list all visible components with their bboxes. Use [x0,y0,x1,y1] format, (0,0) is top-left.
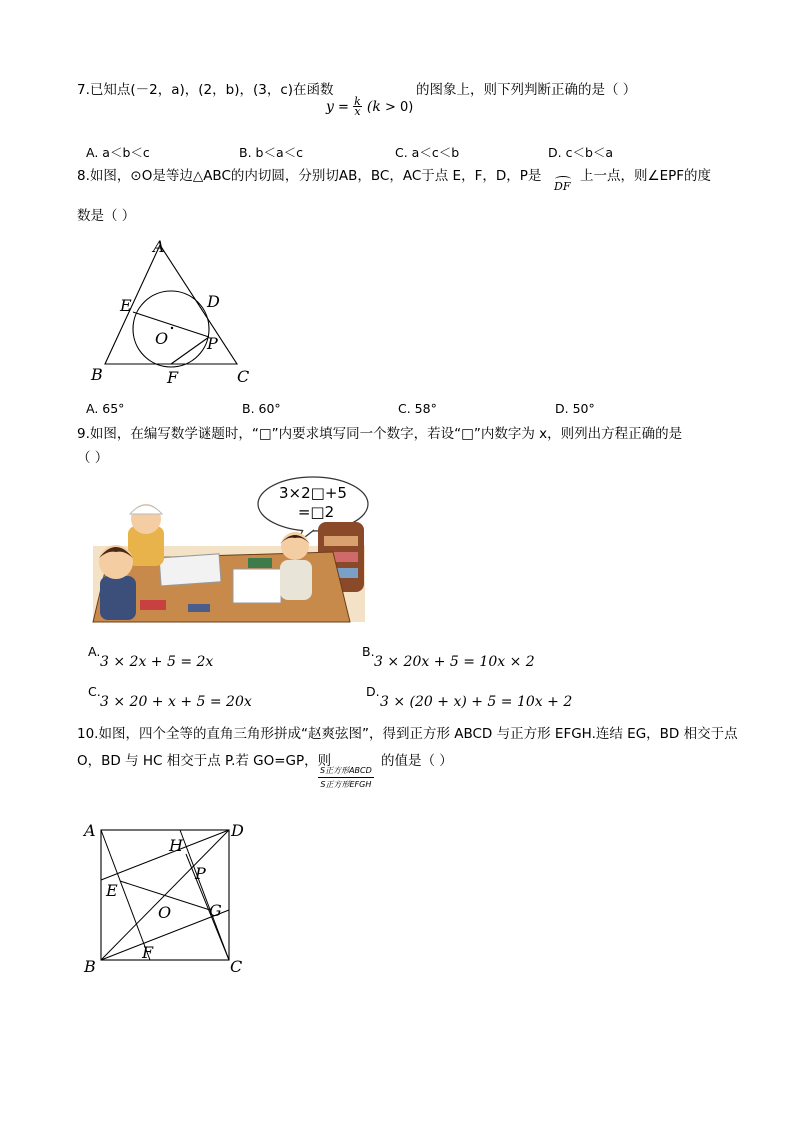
bubble-line-1: 3×2□+5 [279,484,347,502]
q10-figure-zhaoshuang [78,818,258,983]
q10-stem-line2: O，BD 与 HC 相交于点 P.若 GO=GP，则 [77,753,332,769]
q8-option-d[interactable]: D. 50° [555,401,595,416]
label-p: P [195,864,206,883]
q9-option-a-eq: 3 × 2x + 5 = 2x [100,654,214,670]
label-d: D [231,821,244,840]
q7-option-c[interactable]: C. a＜c＜b [395,145,460,160]
label-p: P [207,334,218,353]
q8-arc: DF [554,176,571,193]
label-c: C [237,367,250,386]
q7-stem-end: 的图象上，则下列判断正确的是（ ） [416,82,637,98]
q9-stem: 9.如图，在编写数学谜题时，“□”内要求填写同一个数字，若设“□”内数字为 x，则列出方程正确的是 [77,426,683,442]
q10-stem-end: 的值是（ ） [381,753,453,769]
center-o-dot [171,327,173,329]
q8-option-c[interactable]: C. 58° [398,401,437,416]
bubble-line-2: =□2 [297,503,335,521]
q9-illustration [88,474,370,624]
q8-option-a[interactable]: A. 65° [86,401,125,416]
segment-fp [171,337,209,364]
q9-option-a-label[interactable]: A. [88,644,101,659]
q9-stem-line2: （ ） [77,450,109,466]
segment-hc [186,854,229,960]
girl-body [280,560,312,600]
label-c: C [230,957,243,976]
fraction-numerator: S正方形ABCD [318,765,374,778]
boy-back-hat [130,505,162,514]
q10-fraction [318,765,374,790]
book-blue [188,604,210,612]
q8-stem-end: 上一点，则∠EPF的度 [580,168,712,184]
book-red [140,600,166,610]
q9-option-b-eq: 3 × 20x + 5 = 10x × 2 [374,654,535,670]
label-a: A [84,821,96,840]
q9-option-b-label[interactable]: B. [362,644,375,659]
label-o: O [158,903,172,922]
label-b: B [84,957,96,976]
label-d: D [207,292,220,311]
q10-stem: 10.如图，四个全等的直角三角形拼成“赵爽弦图”，得到正方形 ABCD 与正方形 EFGH.连结 EG，BD 相交于点 [77,726,738,742]
q8-stem: 8.如图，⊙O是等边△ABC的内切圆，分别切AB，BC，AC于点 E，F，D，P是 [77,168,542,184]
label-b: B [91,365,103,384]
label-f: F [142,943,154,962]
q9-option-d-eq: 3 × (20 + x) + 5 = 10x + 2 [380,694,573,710]
incircle-o [133,291,209,367]
q7-option-b[interactable]: B. b＜a＜c [239,145,303,160]
book-green [248,558,272,568]
q8-figure-triangle [85,235,260,395]
q7-option-a[interactable]: A. a＜b＜c [86,145,150,160]
label-g: G [209,901,222,920]
label-f: F [167,368,179,387]
q8-stem-line2: 数是（ ） [77,208,136,224]
segment-ep [133,312,209,337]
label-a: A [153,237,165,256]
paper-2 [233,569,281,603]
q9-option-c-eq: 3 × 20 + x + 5 = 20x [100,694,252,710]
q8-option-b[interactable]: B. 60° [242,401,281,416]
label-h: H [169,836,183,855]
paper-1 [159,554,221,586]
label-e: E [120,296,132,315]
q7-formula: y = $\frac{k}{x}$ (k > 0) [326,95,414,118]
label-o: O [155,329,169,348]
boy-front-body [100,576,136,620]
q9-option-d-label[interactable]: D. [366,684,380,699]
q9-option-c-label[interactable]: C. [88,684,101,699]
label-e: E [106,881,118,900]
q7-option-d[interactable]: D. c＜b＜a [548,145,614,160]
fraction-denominator: S正方形EFGH [320,780,372,789]
q7-stem: 7.已知点(－2，a)，(2，b)，(3，c)在函数 [77,82,334,98]
